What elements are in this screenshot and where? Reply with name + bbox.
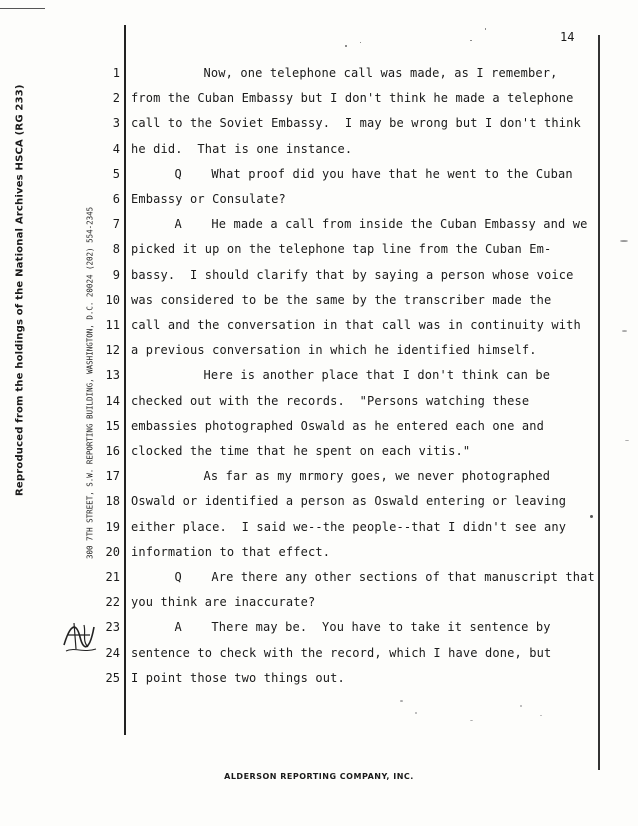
reporting-company-footer: ALDERSON REPORTING COMPANY, INC. xyxy=(224,772,414,781)
transcript-line: embassies photographed Oswald as he entered each one and xyxy=(131,418,544,433)
transcript-line: information to that effect. xyxy=(131,544,331,559)
line-number: 10 xyxy=(105,292,120,307)
line-number: 6 xyxy=(112,192,120,206)
line-number: 24 xyxy=(105,645,120,660)
line-number: 11 xyxy=(105,318,120,332)
line-number: 18 xyxy=(105,494,120,509)
line-number: 21 xyxy=(105,570,120,584)
transcript-line: checked out with the records. "Persons watching these xyxy=(131,393,530,408)
line-number: 17 xyxy=(105,469,120,484)
transcript-line: a previous conversation in which he identified himself. xyxy=(131,343,537,358)
transcript-line: Now, one telephone call was made, as I remember, xyxy=(203,66,558,80)
transcript-line: call to the Soviet Embassy. I may be wrong but I don't think xyxy=(131,116,581,131)
transcript-line: A He made a call from inside the Cuban Embassy and we xyxy=(174,217,588,232)
line-number: 14 xyxy=(105,393,120,408)
page-number: 14 xyxy=(560,30,575,44)
transcript-line: clocked the time that he spent on each vitis." xyxy=(131,444,471,458)
right-margin-rule xyxy=(598,35,600,770)
line-number: 19 xyxy=(105,519,120,534)
line-number: 9 xyxy=(112,267,120,282)
line-number: 5 xyxy=(112,166,120,181)
line-number: 3 xyxy=(112,116,120,131)
transcript-line: picked it up on the telephone tap line from the Cuban Em- xyxy=(131,242,552,257)
top-rule xyxy=(0,8,45,9)
line-number: 16 xyxy=(105,444,120,458)
transcript-line: either place. I said we--the people--that I didn't see any xyxy=(131,519,567,534)
line-number: 1 xyxy=(112,66,120,80)
line-number: 4 xyxy=(112,141,120,156)
line-number: 13 xyxy=(105,368,120,383)
transcript-line: bassy. I should clarify that by saying a person whose voice xyxy=(131,267,574,282)
transcript-line: he did. That is one instance. xyxy=(131,141,353,156)
transcript-line: Q Are there any other sections of that manuscript that xyxy=(174,570,595,584)
reporter-address-note: 300 7TH STREET, S.W. REPORTING BUILDING, WASHINGTON, D.C. 20024 (202) 554-2345 xyxy=(85,206,95,559)
archive-reproduction-note: Reproduced from the holdings of the National Archives HSCA (RG 233) xyxy=(14,84,26,496)
line-number: 7 xyxy=(112,217,120,232)
line-number: 25 xyxy=(105,670,120,685)
transcript-line: from the Cuban Embassy but I don't think he made a telephone xyxy=(131,91,574,106)
line-number: 15 xyxy=(105,418,120,433)
line-number: 8 xyxy=(112,242,120,257)
transcript-line: sentence to check with the record, which I have done, but xyxy=(131,645,552,660)
line-number: 23 xyxy=(105,620,120,635)
transcript-line: I point those two things out. xyxy=(131,670,345,685)
line-number: 22 xyxy=(105,595,120,610)
transcript-line: Q What proof did you have that he went to the Cuban xyxy=(174,166,573,181)
transcript-line: you think are inaccurate? xyxy=(131,595,316,610)
transcript-line: As far as my mrmory goes, we never photographed xyxy=(203,469,551,484)
line-number: 2 xyxy=(112,91,120,106)
transcript-line: was considered to be the same by the transcriber made the xyxy=(131,292,552,307)
handwritten-initials-icon xyxy=(60,615,100,655)
transcript-line: Embassy or Consulate? xyxy=(131,192,286,206)
transcript-line: Oswald or identified a person as Oswald entering or leaving xyxy=(131,494,567,509)
line-number: 20 xyxy=(105,544,120,559)
transcript-line: A There may be. You have to take it sentence by xyxy=(174,620,551,635)
left-margin-rule xyxy=(124,25,126,735)
transcript-line: Here is another place that I don't think can be xyxy=(203,368,551,383)
line-number: 12 xyxy=(105,343,120,358)
transcript-line: call and the conversation in that call was in continuity with xyxy=(131,318,581,332)
